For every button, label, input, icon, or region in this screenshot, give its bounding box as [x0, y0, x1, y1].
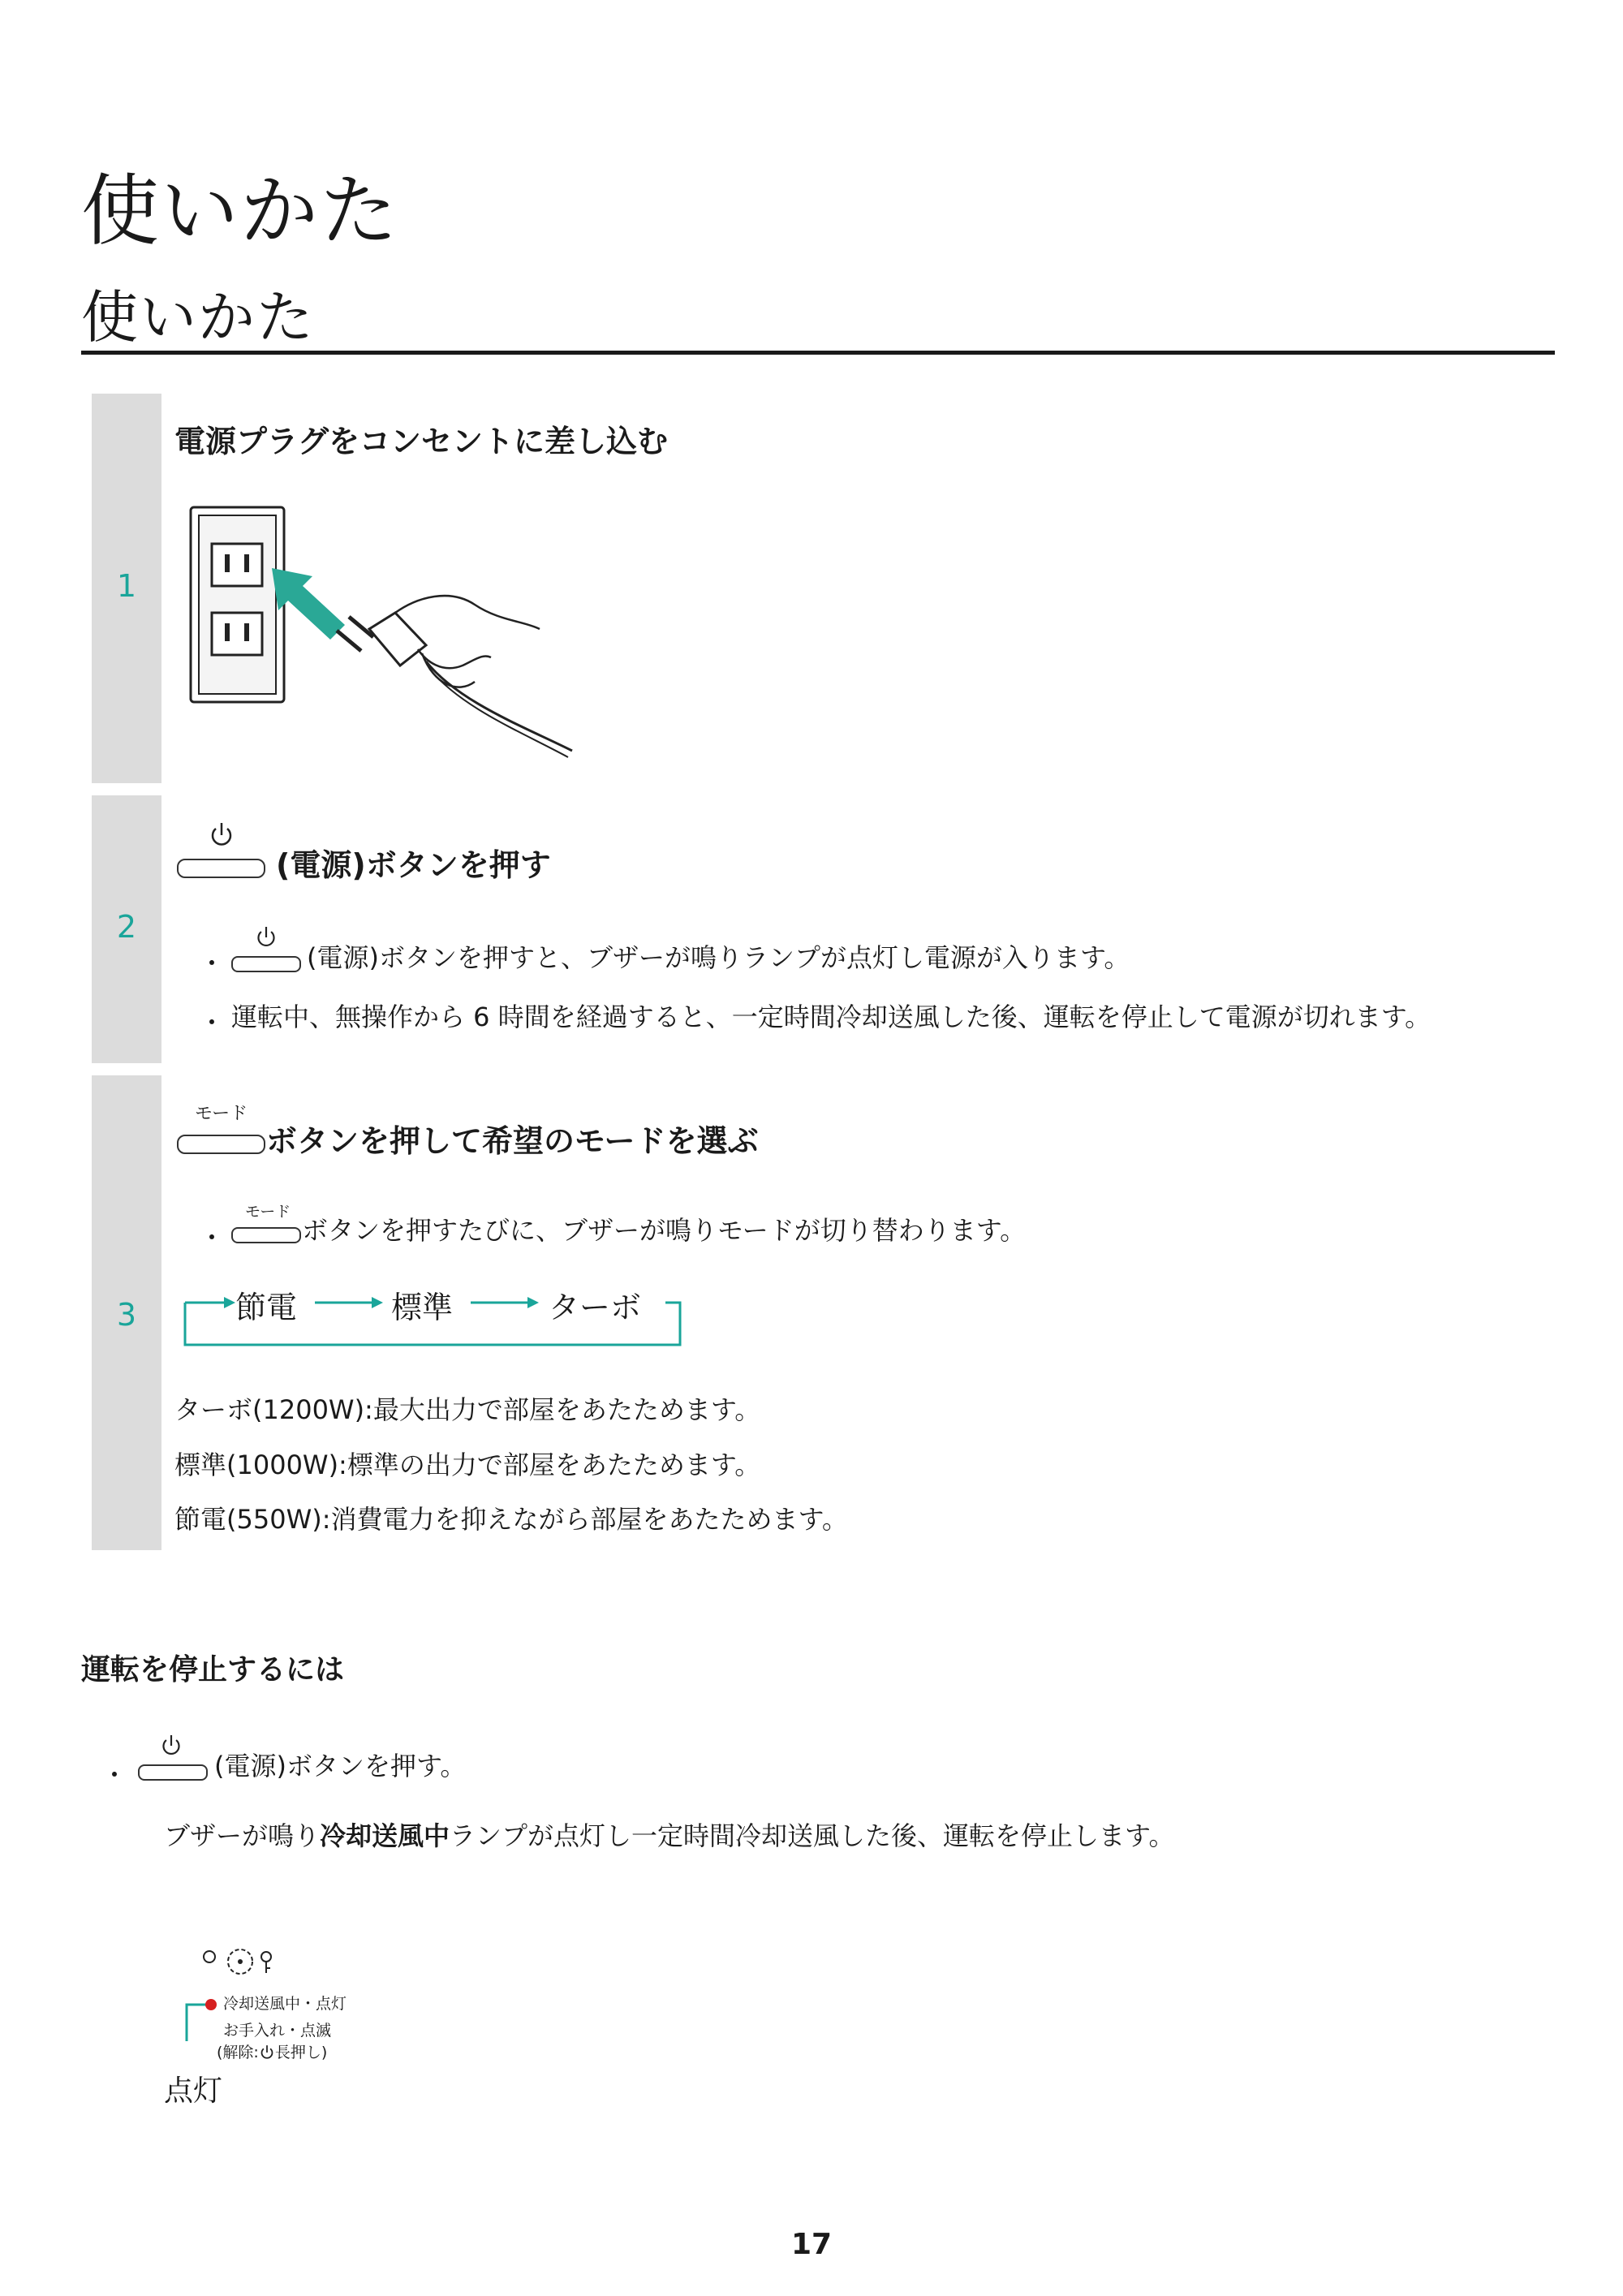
- mode-cycle-eco: 節電: [235, 1290, 298, 1325]
- mode-eco-desc: 節電(550W):消費電力を抑えながら部屋をあたためます。: [174, 1504, 848, 1535]
- panel-release-note: [217, 2044, 327, 2061]
- step-3-bullet: ボタンを押すたびに、ブザーが鳴りモードが切り替わります。: [302, 1215, 1027, 1246]
- power-button: [177, 859, 265, 878]
- lock-key-icon: [261, 1952, 271, 1973]
- panel-release-pre: (解除:: [217, 2044, 259, 2061]
- step-2-heading: (電源)ボタンを押す: [276, 847, 551, 883]
- mode-cycle-turbo: ターボ: [549, 1290, 642, 1325]
- stop-detail-post: ランプが点灯し一定時間冷却送風した後、運転を停止します。: [450, 1820, 1175, 1851]
- power-icon: [161, 1734, 182, 1758]
- step-2-bullet-1: (電源)ボタンを押すと、ブザーが鳴りランプが点灯し電源が入ります。: [307, 942, 1130, 973]
- bullet-dot: ・: [199, 948, 226, 979]
- bullet-dot: ・: [199, 1222, 226, 1253]
- bullet-dot: ・: [101, 1760, 128, 1790]
- stop-detail-pre: ブザーが鳴り: [164, 1820, 321, 1851]
- fan-icon: [228, 1949, 252, 1974]
- mode-button-caption: モード: [195, 1104, 248, 1124]
- panel-lamp-cooling: 冷却送風中・点灯: [223, 1995, 347, 2013]
- plug-outlet-illustration: [183, 499, 580, 767]
- stop-bullet: (電源)ボタンを押す。: [214, 1751, 467, 1781]
- section-title: 使いかた: [81, 284, 315, 351]
- panel-release-post: 長押し): [274, 2044, 328, 2061]
- step-1-heading: 電源プラグをコンセントに差し込む: [174, 424, 669, 459]
- section-rule: [81, 351, 1555, 355]
- power-icon: [259, 2044, 275, 2061]
- step-3-number: 3: [116, 1297, 137, 1333]
- page-title: 使いかた: [81, 166, 399, 256]
- stop-detail: [164, 1818, 1174, 1854]
- mode-button-caption-small: モード: [245, 1203, 291, 1221]
- mode-turbo-desc: ターボ(1200W):最大出力で部屋をあたためます。: [174, 1394, 761, 1425]
- step-3-heading: ボタンを押して希望のモードを選ぶ: [266, 1123, 759, 1159]
- bullet-dot: ・: [199, 1007, 226, 1038]
- mode-cycle-standard: 標準: [391, 1290, 454, 1325]
- power-button-small: [138, 1764, 208, 1781]
- cooling-lamp: [205, 1999, 217, 2010]
- mode-standard-desc: 標準(1000W):標準の出力で部屋をあたためます。: [174, 1450, 761, 1480]
- power-icon: [256, 925, 277, 950]
- power-icon: [209, 821, 234, 849]
- step-2-bullet-2: 運転中、無操作から 6 時間を経過すると、一定時間冷却送風した後、運転を停止して電源が切れます。: [231, 1002, 1431, 1032]
- step-1-number: 1: [116, 568, 137, 604]
- stop-detail-bold: 冷却送風中: [320, 1820, 450, 1851]
- page-number: 17: [790, 2228, 833, 2261]
- mode-button-small: [231, 1227, 301, 1243]
- stop-heading: 運転を停止するには: [81, 1653, 345, 1686]
- panel-lamp-maintenance: お手入れ・点滅: [223, 2022, 332, 2040]
- mode-button: [177, 1135, 265, 1154]
- step-2-number: 2: [116, 909, 137, 945]
- power-button-small: [231, 956, 301, 972]
- panel-callout-lit: 点灯: [164, 2074, 223, 2108]
